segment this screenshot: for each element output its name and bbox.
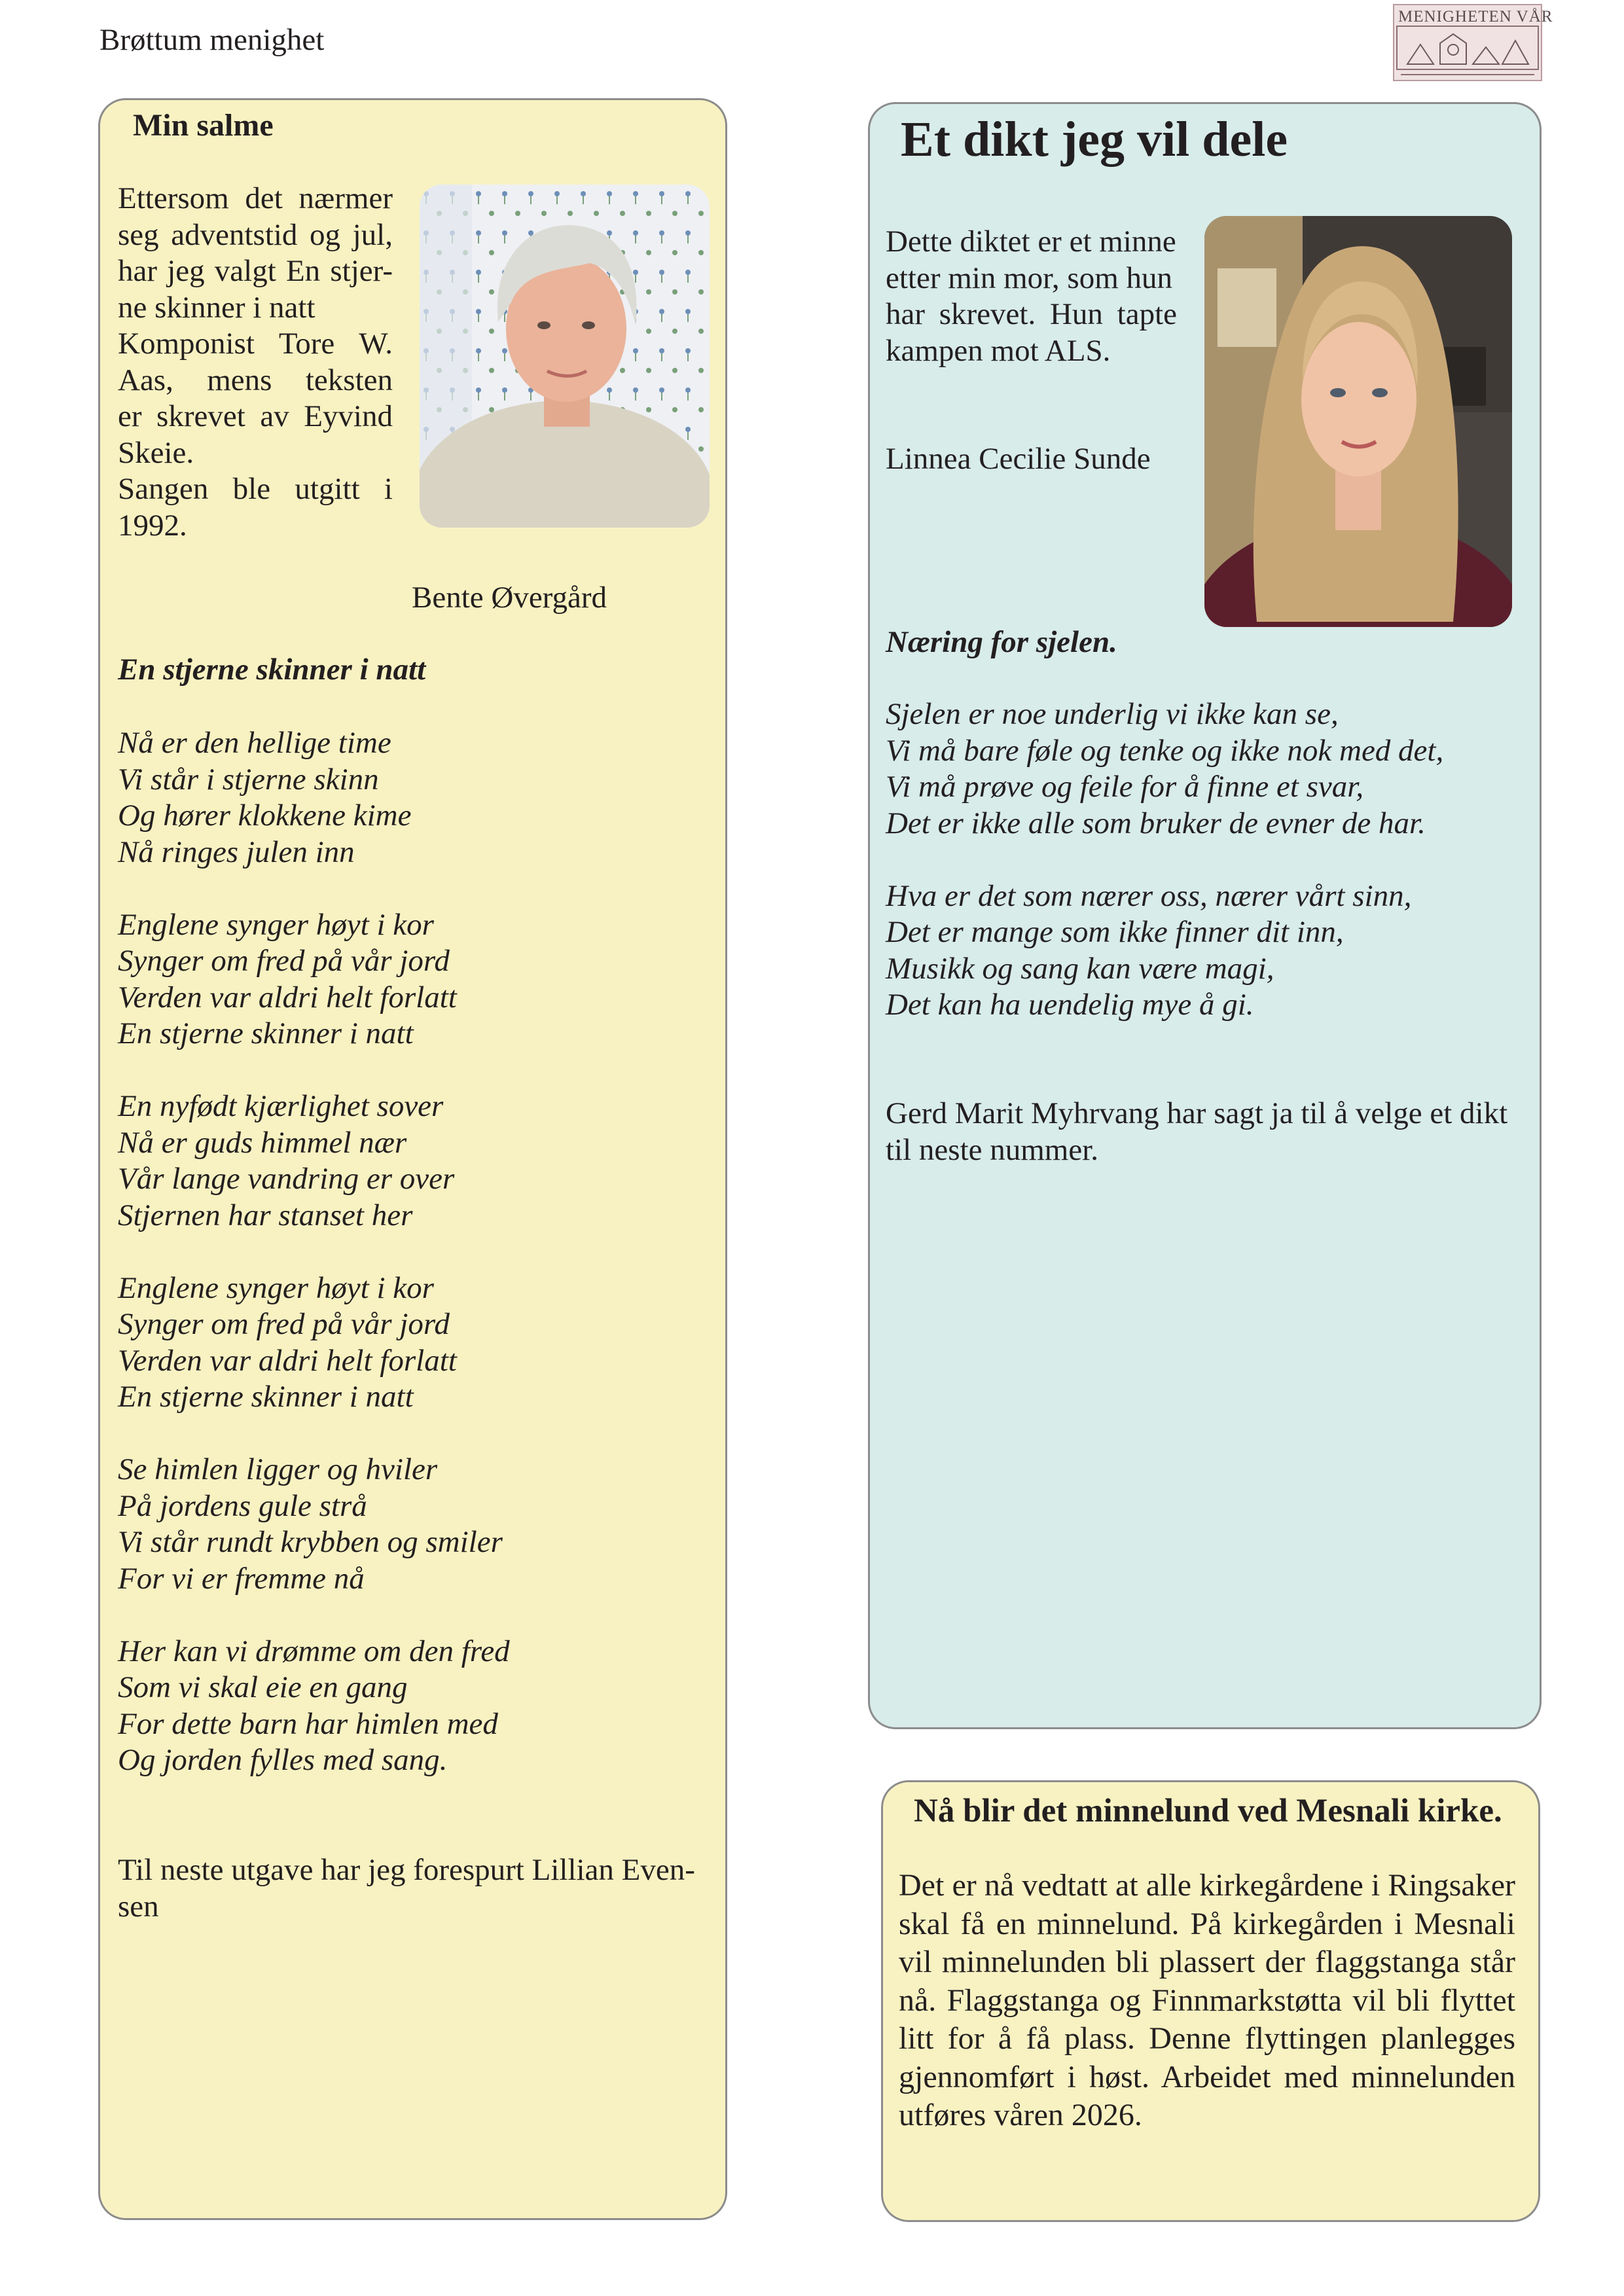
stanza: Hva er det som nærer oss, nærer vårt sinn, Det er mange som ikke finner dit inn, Musikk og sang kan være magi, Det kan ha uendelig mye å gi. xyxy=(886,878,1412,1022)
poem-intro: Dette diktet er et minne etter min mor, som hun har skrevet. Hun tapte kampen mot ALS. xyxy=(886,224,1177,368)
verse: Englene synger høyt i kor Synger om fred på vår jord Verden var aldri helt forlatt En stjerne skinner i natt xyxy=(118,1270,457,1414)
hymn-intro: Ettersom det nærmer seg adventstid og jul, har jeg valgt En stjer- ne skinner i natt Komponist Tore W. Aas, mens teksten er skrevet av Eyvind Skeie. Sangen ble utgitt i 1992. xyxy=(118,181,393,543)
hymn-author: Bente Øvergård xyxy=(412,581,607,615)
logo-title: MENIGHETEN VÅR xyxy=(1398,8,1553,26)
logo-illustration-icon xyxy=(1394,25,1541,80)
memorial-grove-heading: Nå blir det minnelund ved Mesnali kirke. xyxy=(914,1793,1502,1829)
verse: Nå er den hellige time Vi står i stjerne skinn Og hører klokkene kime Nå ringes julen inn xyxy=(118,726,412,869)
stanza: Sjelen er noe underlig vi ikke kan se, Vi må bare føle og tenke og ikke nok med det, Vi må prøve og feile for å finne et svar, Det er ikke alle som bruker de evner de har. xyxy=(886,697,1444,840)
poem-title: Næring for sjelen. xyxy=(886,625,1117,659)
verse: En nyfødt kjærlighet sover Nå er guds himmel nær Vår lange vandring er over Stjernen har stanset her xyxy=(118,1089,455,1232)
portrait-linnea xyxy=(1204,216,1512,627)
memorial-grove-body: Det er nå vedtatt at alle kirkegårdene i Ringsaker skal få en minnelund. På kirkegården i Mesnali vil minnelunden bli plassert der flaggstanga står nå. Flaggstanga og Finnmarkstøtta vil bli flyttet litt for å få plass. Denne flyttingen planlegges gjennomført i høst. Arbeidet med minnelunden utføres våren 2026. xyxy=(899,1868,1515,2132)
my-hymn-heading: Min salme xyxy=(133,108,274,143)
poem-next-issue: Gerd Marit Myhrvang har sagt ja til å velge et dikt til neste nummer. xyxy=(886,1096,1508,1167)
song-title: En stjerne skinner i natt xyxy=(118,653,426,687)
poem-box-heading: Et dikt jeg vil dele xyxy=(901,112,1288,167)
song-lyrics xyxy=(118,725,510,1779)
poem-text xyxy=(886,696,1443,1024)
verse: Englene synger høyt i kor Synger om fred på vår jord Verden var aldri helt forlatt En stjerne skinner i natt xyxy=(118,907,457,1050)
verse: Her kan vi drømme om den fred Som vi skal eie en gang For dette barn har himlen med Og jorden fylles med sang. xyxy=(118,1634,510,1777)
parish-name: Brøttum menighet xyxy=(99,23,325,57)
portrait-bente xyxy=(420,185,710,528)
poem-contributor: Linnea Cecilie Sunde xyxy=(886,442,1151,476)
verse: Se himlen ligger og hviler På jordens gule strå Vi står rundt krybben og smiler For vi er fremme nå xyxy=(118,1452,503,1596)
newsletter-logo xyxy=(1393,4,1553,81)
hymn-next-issue: Til neste utgave har jeg forespurt Lillian Even- sen xyxy=(118,1853,695,1924)
